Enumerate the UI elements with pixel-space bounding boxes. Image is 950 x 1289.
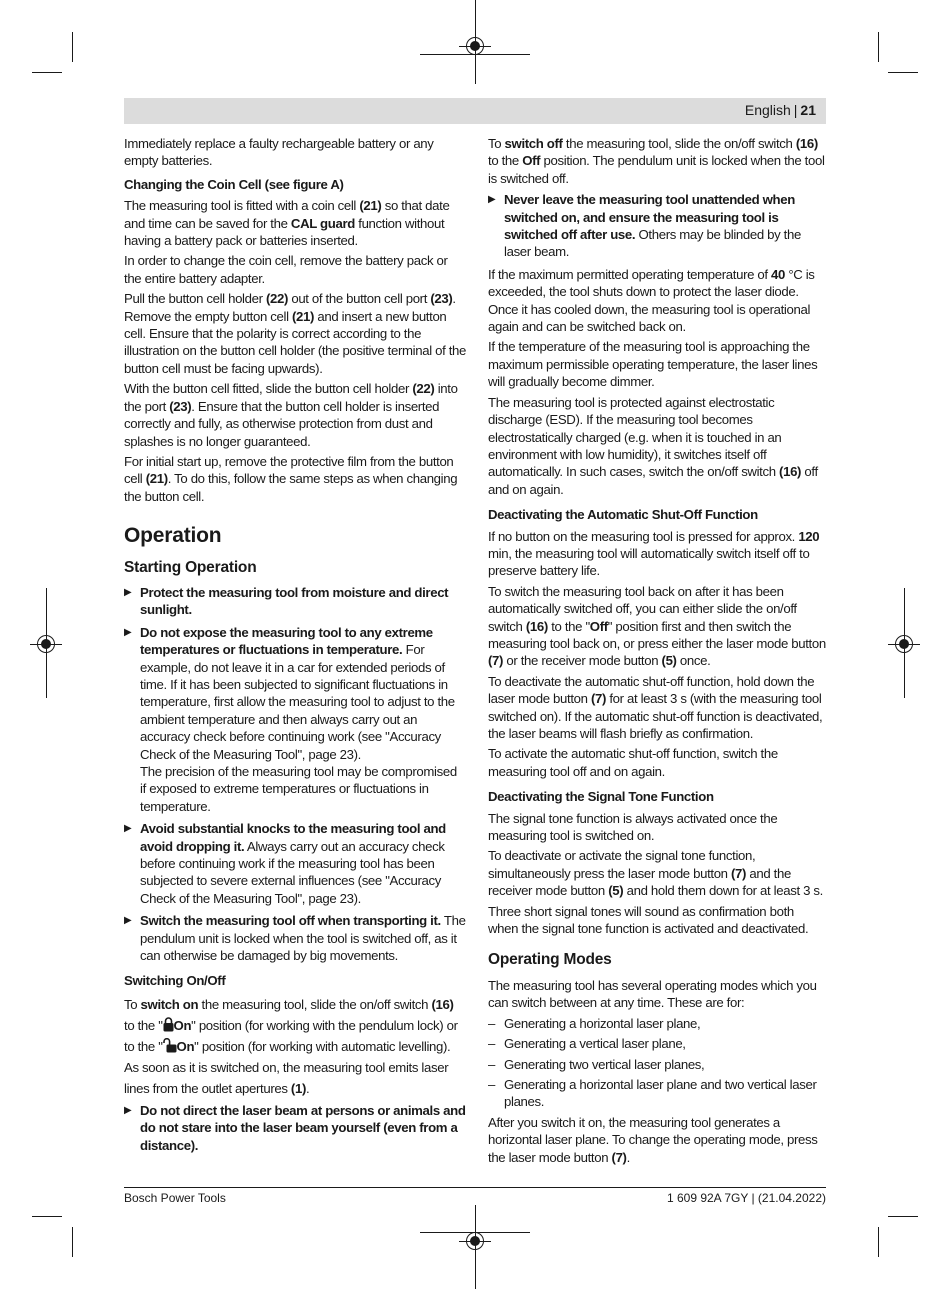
paragraph: If the temperature of the measuring tool is approaching the maximum permissible operating temperature, the laser lines will gradually become dimmer. [488,339,818,390]
page-header [124,98,826,124]
crop-mark [888,1216,918,1217]
crop-mark [72,32,73,62]
registration-mark-icon [466,37,484,55]
warning-bullet: ▶ Switch the measuring tool off when transporting it. The pendulum unit is locked when the tool is switched off, as it can otherwise be damaged by big movements. [124,913,466,964]
section-heading: Changing the Coin Cell (see figure A) [124,176,344,192]
left-column [124,135,466,1159]
paragraph: To switch the measuring tool back on after it has been automatically switched off, you can either slide the on/off switch (16) to the "Off" position first and then switch the measuring tool back on, or press either the laser mode button (7) or the receiver mode button (5) once. [488,583,826,669]
header-language: English [744,102,791,118]
section-heading: Switching On/Off [124,973,226,989]
warning-bullet: ▶ Do not direct the laser beam at persons or animals and do not stare into the laser beam yourself (even from a distance). [124,1102,466,1153]
warning-bullet: ▶ Do not expose the measuring tool to any extreme temperatures or fluctuations in temperature. For example, do not leave it in a car for extended periods of time. If it has been subjected to significant fluctuations in temperature, first allow the measuring tool to adjust to the ambient temperature and then always carry out an accuracy check before continuing work (see "Accuracy Check of the Measuring Tool", page 23). The precision of the measuring tool may be compromised if exposed to extreme temperatures or fluctuations in temperature. [124,624,457,814]
warning-bullet: ▶ Never leave the measuring tool unattended when switched on, and ensure the measuring tool is switched off after use. Others may be blinded by the laser beam. [488,192,801,260]
paragraph: Pull the button cell holder (22) out of the button cell port (23). Remove the empty button cell (21) and insert a new button cell. Ensure that the polarity is correct according to the illustration on the button cell holder (the positive terminal of the button cell must be facing upwards). [124,291,466,376]
warning-bullet: ▶ Avoid substantial knocks to the measuring tool and avoid dropping it. Always carry out an accuracy check before continuing work if the measuring tool has been subjected to severe external influences (see "Accuracy Check of the Measuring Tool", page 23). [124,821,446,906]
crop-mark [888,72,918,73]
paragraph: With the button cell fitted, slide the button cell holder (22) into the port (23). Ensure that the button cell holder is inserted correctly and fully, as otherwise protection from dust and splashes is no longer guaranteed. [124,381,458,449]
subsection-title: Operating Modes [488,951,612,969]
paragraph: The measuring tool has several operating modes which you can switch between at any time. These are for: [488,977,817,1011]
page-number: 21 [800,102,816,118]
crop-mark [32,72,62,73]
list-item: – Generating a horizontal laser plane and two vertical laser planes. [488,1076,817,1110]
bullet-triangle-icon: ▶ [124,823,132,835]
registration-mark-icon [37,635,55,653]
bullet-triangle-icon: ▶ [124,915,132,927]
crop-mark [878,1227,879,1257]
footer-rule [124,1187,826,1188]
crop-mark [32,1216,62,1217]
paragraph: If the maximum permitted operating temperature of 40 °C is exceeded, the tool shuts down to protect the laser diode. Once it has cooled down, the measuring tool is operational again and can be switched back on. [488,266,815,335]
paragraph: For initial start up, remove the protective film from the button cell (21). To do this, follow the same steps as when changing the button cell. [124,453,458,504]
lock-open-icon [163,1038,177,1053]
bullet-triangle-icon: ▶ [124,626,132,638]
lock-closed-icon [163,1017,174,1032]
paragraph: The measuring tool is protected against electrostatic discharge (ESD). If the measuring tool becomes electrostatically charged (e.g. when it is touched in an environment with low humidity), it switches itself off automatically. In such cases, switch the on/off switch (16) off and on again. [488,394,818,497]
bullet-triangle-icon: ▶ [124,1104,132,1116]
list-item: – Generating a vertical laser plane, [488,1036,686,1052]
crop-mark [72,1227,73,1257]
crop-mark [878,32,879,62]
list-item: – Generating a horizontal laser plane, [488,1015,701,1031]
header-text [745,102,816,118]
paragraph: Three short signal tones will sound as confirmation both when the signal tone function is activated and deactivated. [488,903,809,937]
registration-mark-icon [895,635,913,653]
bullet-triangle-icon: ▶ [124,586,132,598]
paragraph: To switch off the measuring tool, slide the on/off switch (16) to the Off position. The pendulum unit is locked when the tool is switched off. [488,136,825,186]
subsection-title: Starting Operation [124,558,257,576]
footer-brand: Bosch Power Tools [124,1191,226,1205]
section-heading: Deactivating the Signal Tone Function [488,789,714,805]
bullet-triangle-icon: ▶ [488,194,496,206]
paragraph: To switch on the measuring tool, slide the on/off switch (16) to the " On" position (for working with the pendulum lock) or to the " On" position (for working with automatic levelling). As soon as it is switched on, the measuring tool emits laser lines from the outlet apertures (1). [124,996,458,1096]
list-item: – Generating two vertical laser planes, [488,1056,705,1072]
paragraph: The signal tone function is always activated once the measuring tool is switched on. [488,810,778,844]
paragraph: After you switch it on, the measuring tool generates a horizontal laser plane. To change the operating mode, press the laser mode button (7). [488,1114,818,1165]
header-separator: | [793,102,798,118]
paragraph: The measuring tool is fitted with a coin cell (21) so that date and time can be saved for the CAL guard function without having a battery pack or batteries inserted. [124,198,450,249]
paragraph: To activate the automatic shut-off function, switch the measuring tool off and on again. [488,746,778,779]
paragraph: To deactivate the automatic shut-off function, hold down the laser mode button (7) for at least 3 s (with the measuring tool switched on). If the automatic shut-off function is deactivated, the laser beams will flash briefly as confirmation. [488,673,823,741]
paragraph: In order to change the coin cell, remove the battery pack or the entire battery adapter. [124,253,448,286]
right-column [488,135,826,1169]
registration-mark-icon [466,1232,484,1250]
footer-doc-id: 1 609 92A 7GY | (21.04.2022) [666,1191,826,1205]
warning-bullet: ▶ Protect the measuring tool from moisture and direct sunlight. [124,584,449,618]
paragraph: Immediately replace a faulty rechargeable battery or any empty batteries. [124,136,434,169]
paragraph: To deactivate or activate the signal tone function, simultaneously press the laser mode button (7) and the receiver mode button (5) and hold them down for at least 3 s. [488,848,823,899]
section-heading: Deactivating the Automatic Shut-Off Function [488,507,758,523]
paragraph: If no button on the measuring tool is pressed for approx. 120 min, the measuring tool will automatically switch itself off to preserve battery life. [488,528,820,579]
section-title: Operation [124,524,222,548]
